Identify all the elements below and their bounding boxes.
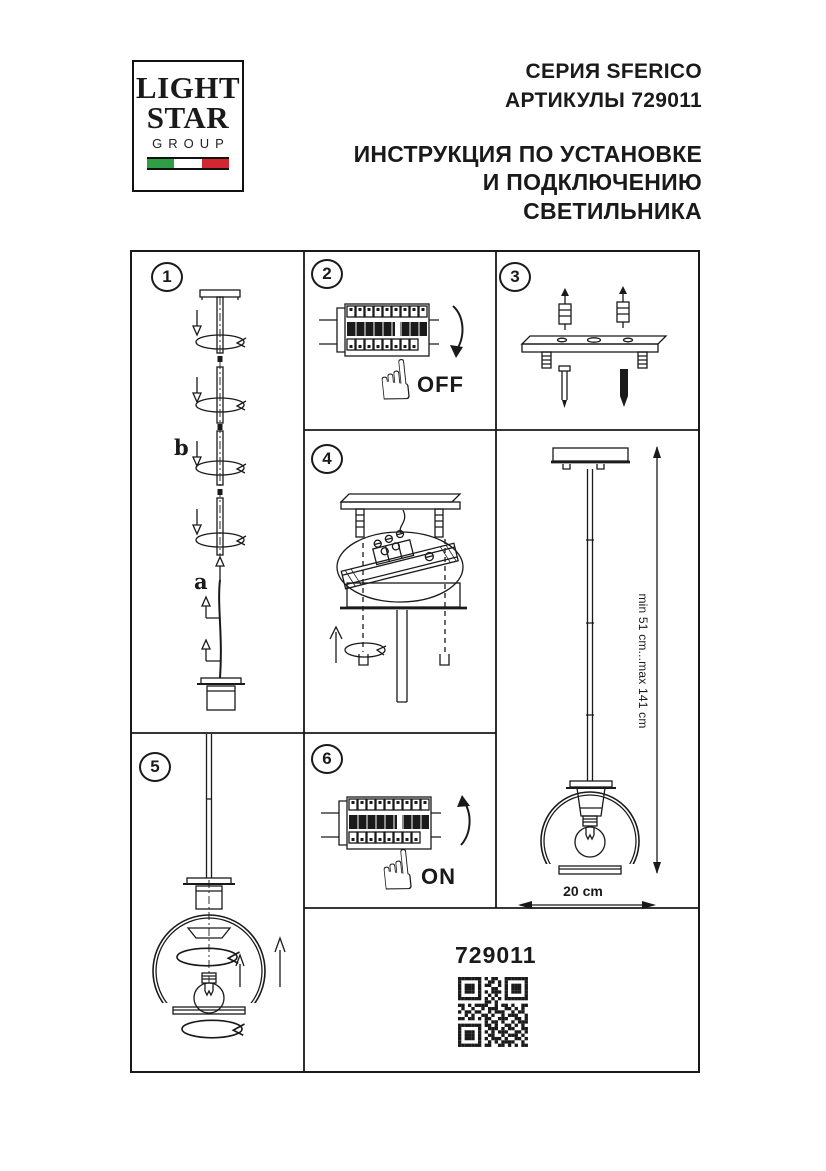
flag-white-stripe xyxy=(174,159,201,168)
on-label: ON xyxy=(421,864,456,889)
instruction-drawings xyxy=(130,250,700,1073)
italian-flag-icon xyxy=(147,157,229,170)
logo-word-group: GROUP xyxy=(152,136,230,151)
step4-number: 4 xyxy=(311,444,343,474)
article-number: 729011 xyxy=(455,942,537,968)
flag-red-stripe xyxy=(202,159,229,168)
step3-drawing xyxy=(522,286,666,408)
step5-drawing xyxy=(148,734,285,1038)
pointing-hand-icon: ☝ xyxy=(376,837,418,906)
qr-code xyxy=(458,977,528,1047)
step1-drawing xyxy=(193,290,246,710)
flag-green-stripe xyxy=(147,159,174,168)
off-label: OFF xyxy=(417,372,464,397)
step4-drawing xyxy=(330,494,467,702)
doc-title-line1: ИНСТРУКЦИЯ ПО УСТАНОВКЕ xyxy=(353,141,702,167)
step5-number: 5 xyxy=(139,752,171,782)
step1-number: 1 xyxy=(151,262,183,292)
height-dimension-label: min 51 cm...max 141 cm xyxy=(636,593,650,729)
step6-number: 6 xyxy=(311,744,343,774)
on-arrow-icon xyxy=(457,795,470,807)
label-b: b xyxy=(174,435,189,460)
series-line: СЕРИЯ SFERICO xyxy=(525,60,702,83)
pointing-hand-icon: ☝ xyxy=(374,347,416,416)
header xyxy=(300,57,702,226)
step2-drawing xyxy=(319,304,463,416)
step3-number: 3 xyxy=(499,262,531,292)
label-a: a xyxy=(194,569,208,594)
articles-line: АРТИКУЛЫ 729011 xyxy=(505,89,702,112)
diameter-dimension-label: 20 cm xyxy=(563,883,603,899)
off-arrow-icon xyxy=(450,345,463,358)
lightstar-logo xyxy=(132,60,244,192)
logo-word-star: STAR xyxy=(146,100,230,135)
doc-title-line2: И ПОДКЛЮЧЕНИЮ СВЕТИЛЬНИКА xyxy=(482,169,702,224)
step2-number: 2 xyxy=(311,259,343,289)
logo-word-light: LIGHT xyxy=(135,70,241,105)
instruction-grid xyxy=(130,250,700,1073)
